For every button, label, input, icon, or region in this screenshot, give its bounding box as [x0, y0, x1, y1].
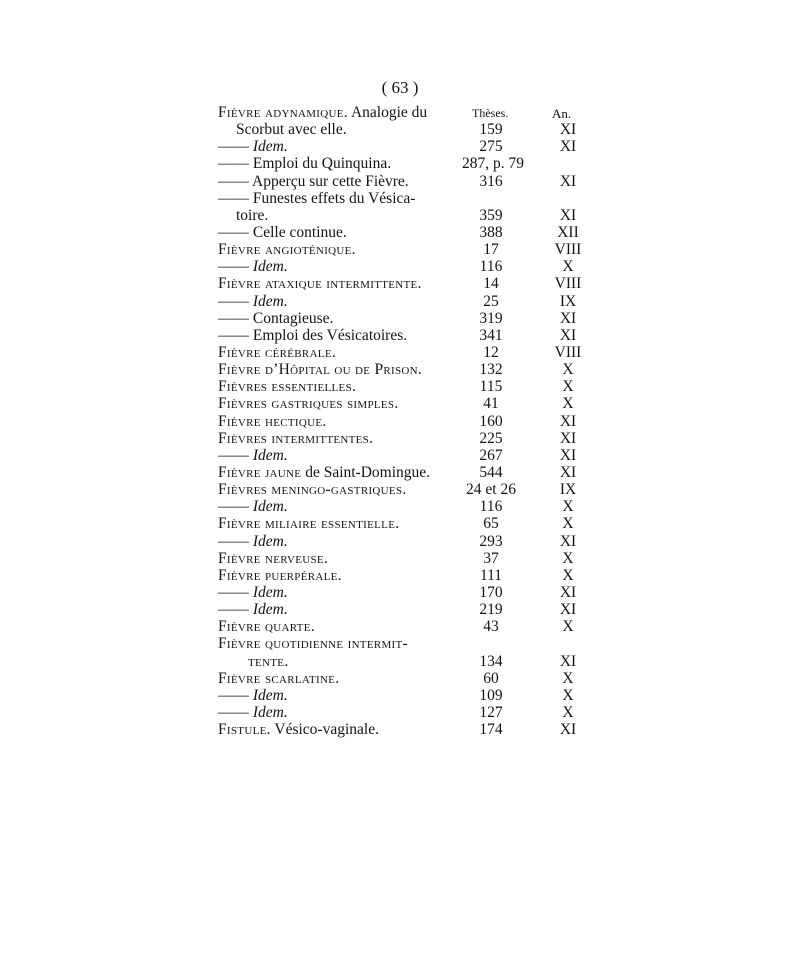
entry-title	[218, 447, 288, 464]
entry-text: Analogie du	[347, 104, 428, 121]
entry-heading: Fistule.	[218, 721, 271, 739]
entry-heading: Fièvres essentielles.	[218, 378, 357, 396]
entry-year: X	[562, 395, 574, 413]
index-entry	[0, 515, 800, 532]
index-entry	[0, 155, 800, 172]
entry-year: XI	[559, 326, 577, 344]
entry-these-number: 111	[479, 566, 503, 584]
index-entry	[0, 327, 800, 344]
entry-idem: Idem.	[252, 601, 288, 619]
entry-year: VIII	[554, 343, 582, 361]
entry-these-number: 17	[483, 241, 499, 259]
index-entry	[0, 687, 800, 704]
entry-these-number: 65	[483, 515, 499, 533]
entry-year: XI	[559, 583, 577, 601]
page-number: ( 63 )	[381, 78, 419, 97]
index-entry	[0, 584, 800, 601]
entry-title	[218, 224, 347, 241]
entry-year: XI	[559, 412, 577, 430]
entry-these-number: 116	[479, 258, 503, 276]
entry-title	[218, 344, 336, 361]
entry-these-number: 41	[483, 395, 499, 413]
entry-title	[218, 378, 356, 395]
entry-text: —— Emploi du Quinquina.	[218, 155, 392, 173]
entry-year: XI	[559, 601, 577, 619]
entry-year: X	[562, 258, 574, 276]
entry-text: ——	[218, 138, 253, 156]
entry-these-number: 14	[483, 275, 499, 293]
entry-year: XI	[559, 532, 577, 550]
entry-year: XI	[559, 463, 577, 481]
index-entry	[0, 498, 800, 515]
entry-text: ——	[218, 532, 253, 550]
entry-these-number: 24 et 26	[466, 481, 516, 499]
index-entry	[0, 533, 800, 550]
index-entry	[0, 241, 800, 258]
entry-title	[218, 670, 339, 687]
entry-heading: Fièvre scarlatine.	[218, 669, 340, 687]
entry-idem: Idem.	[252, 446, 288, 464]
entry-year: X	[562, 566, 574, 584]
index-entry	[0, 670, 800, 687]
entry-title	[218, 618, 315, 635]
entry-idem: Idem.	[252, 138, 288, 156]
entry-idem: Idem.	[252, 703, 288, 721]
entry-title	[236, 121, 347, 138]
entry-heading: Fièvre ataxique intermittente.	[218, 275, 422, 293]
index-entry	[0, 173, 800, 190]
index-entries	[0, 104, 800, 738]
index-entry	[0, 224, 800, 241]
entry-these-number: 116	[479, 498, 503, 516]
entry-title	[218, 481, 407, 498]
entry-text: ——	[218, 686, 253, 704]
index-entry	[0, 138, 800, 155]
entry-year: XI	[559, 652, 577, 670]
index-entry	[0, 275, 800, 292]
index-entry	[0, 258, 800, 275]
entry-heading: Fièvre d’Hôpital ou de Prison.	[218, 361, 423, 379]
column-header-theses: Thèses.	[472, 106, 509, 120]
entry-these-number: 60	[483, 669, 499, 687]
entry-these-number: 43	[483, 618, 499, 636]
index-entry	[0, 310, 800, 327]
entry-title	[218, 567, 342, 584]
entry-heading: Fièvre hectique.	[218, 412, 327, 430]
entry-these-number: 174	[479, 721, 503, 739]
entry-year: X	[562, 549, 574, 567]
entry-year: XI	[559, 138, 577, 156]
index-entry	[0, 293, 800, 310]
entry-title	[248, 653, 289, 670]
index-entry	[0, 104, 800, 121]
index-entry	[0, 207, 800, 224]
entry-heading: Fièvre miliaire essentielle.	[218, 515, 400, 533]
entry-heading: Fièvre quotidienne intermit-	[218, 635, 409, 653]
entry-text: —— Celle continue.	[218, 223, 347, 241]
entry-text: —— Emploi des Vésicatoires.	[218, 326, 408, 344]
entry-year: VIII	[554, 241, 582, 259]
entry-title	[218, 430, 373, 447]
entry-title	[218, 138, 288, 155]
entry-year: XI	[559, 721, 577, 739]
index-entry	[0, 567, 800, 584]
entry-title	[218, 190, 415, 207]
entry-these-number: 219	[479, 601, 503, 619]
entry-year: X	[562, 703, 574, 721]
index-entry	[0, 653, 800, 670]
index-entry	[0, 704, 800, 721]
entry-year: X	[562, 515, 574, 533]
entry-title	[218, 173, 409, 190]
entry-these-number: 316	[479, 172, 503, 190]
index-entry	[0, 464, 800, 481]
entry-title	[218, 515, 399, 532]
entry-text: toire.	[236, 206, 269, 224]
entry-title	[218, 293, 288, 310]
entry-text: ——	[218, 703, 253, 721]
entry-text: —— Funestes effets du Vésica-	[218, 189, 416, 207]
entry-these-number: 115	[479, 378, 503, 396]
entry-these-number: 293	[479, 532, 503, 550]
entry-text: ——	[218, 258, 253, 276]
entry-text: —— Apperçu sur cette Fièvre.	[218, 172, 409, 190]
entry-heading: Fièvres meningo-gastriques.	[218, 481, 407, 499]
entry-heading: tente.	[248, 652, 289, 670]
entry-these-number: 225	[479, 429, 503, 447]
entry-idem: Idem.	[252, 258, 288, 276]
entry-these-number: 132	[479, 361, 503, 379]
entry-text: —— Contagieuse.	[218, 309, 334, 327]
entry-these-number: 170	[479, 583, 503, 601]
entry-these-number: 127	[479, 703, 503, 721]
entry-text: ——	[218, 498, 253, 516]
entry-year: X	[562, 686, 574, 704]
entry-text: Vésico-vaginale.	[270, 721, 379, 739]
entry-idem: Idem.	[252, 583, 288, 601]
entry-heading: Fièvres intermittentes.	[218, 429, 374, 447]
index-entry	[0, 344, 800, 361]
entry-title	[218, 258, 288, 275]
entry-year: VIII	[554, 275, 582, 293]
index-entry	[0, 447, 800, 464]
entry-title	[218, 721, 379, 738]
entry-text: ——	[218, 601, 253, 619]
entry-these-number: 319	[479, 309, 503, 327]
index-entry	[0, 550, 800, 567]
index-entry	[0, 121, 800, 138]
entry-year: X	[562, 361, 574, 379]
column-header-an: An.	[552, 106, 572, 121]
entry-year: XI	[559, 309, 577, 327]
index-entry	[0, 481, 800, 498]
entry-title	[218, 498, 288, 515]
entry-title	[236, 207, 268, 224]
entry-title	[218, 687, 288, 704]
entry-title	[218, 601, 288, 618]
index-entry	[0, 721, 800, 738]
entry-heading: Fièvre puerpérale.	[218, 566, 342, 584]
entry-text: ——	[218, 292, 253, 310]
entry-these-number: 109	[479, 686, 503, 704]
entry-these-number: 267	[479, 446, 503, 464]
entry-idem: Idem.	[252, 498, 288, 516]
index-entry	[0, 618, 800, 635]
entry-year: X	[562, 618, 574, 636]
entry-heading: Fièvre jaune	[218, 463, 302, 481]
entry-year: XI	[559, 446, 577, 464]
index-entry	[0, 430, 800, 447]
entry-these-number: 341	[479, 326, 503, 344]
entry-year: IX	[559, 292, 577, 310]
index-entry	[0, 635, 800, 652]
entry-these-number: 388	[479, 223, 503, 241]
entry-heading: Fièvre adynamique.	[218, 104, 348, 121]
entry-title	[218, 464, 430, 481]
entry-these-number: 25	[483, 292, 499, 310]
entry-year: XII	[557, 223, 579, 241]
entry-title	[218, 413, 327, 430]
entry-these-number: 160	[479, 412, 503, 430]
entry-title	[218, 704, 288, 721]
entry-year: XI	[559, 121, 577, 139]
entry-year: XI	[559, 206, 577, 224]
entry-these-number: 275	[479, 138, 503, 156]
entry-these-number: 134	[479, 652, 503, 670]
index-entry	[0, 378, 800, 395]
entry-year: X	[562, 498, 574, 516]
entry-heading: Fièvres gastriques simples.	[218, 395, 399, 413]
entry-text: ——	[218, 446, 253, 464]
entry-title	[218, 584, 288, 601]
entry-text: de Saint-Domingue.	[301, 463, 431, 481]
entry-these-number: 159	[479, 121, 503, 139]
entry-idem: Idem.	[252, 292, 288, 310]
entry-idem: Idem.	[252, 686, 288, 704]
entry-title	[218, 241, 356, 258]
entry-these-number: 359	[479, 206, 503, 224]
entry-title	[218, 550, 328, 567]
entry-heading: Fièvre nerveuse.	[218, 549, 329, 567]
index-entry	[0, 413, 800, 430]
entry-title	[218, 635, 408, 652]
entry-year: X	[562, 669, 574, 687]
entry-year: X	[562, 378, 574, 396]
entry-title	[218, 310, 333, 327]
entry-year: XI	[559, 172, 577, 190]
entry-these-number: 37	[483, 549, 499, 567]
entry-heading: Fièvre quarte.	[218, 618, 315, 636]
entry-title	[218, 533, 288, 550]
entry-these-number: 544	[479, 463, 503, 481]
entry-text: ——	[218, 583, 253, 601]
entry-title	[218, 361, 422, 378]
entry-year: XI	[559, 429, 577, 447]
entry-these-number: 12	[483, 343, 499, 361]
entry-text: Scorbut avec elle.	[236, 121, 347, 139]
entry-heading: Fièvre angioténique.	[218, 241, 356, 259]
entry-title	[218, 155, 391, 172]
entry-idem: Idem.	[252, 532, 288, 550]
entry-year: IX	[559, 481, 577, 499]
entry-title	[218, 104, 427, 121]
entry-title	[218, 395, 399, 412]
entry-these-number: 287, p. 79	[462, 155, 524, 173]
entry-title	[218, 275, 422, 292]
entry-heading: Fièvre cérébrale.	[218, 343, 337, 361]
index-entry	[0, 190, 800, 207]
index-entry	[0, 361, 800, 378]
entry-title	[218, 327, 407, 344]
index-entry	[0, 601, 800, 618]
index-entry	[0, 395, 800, 412]
